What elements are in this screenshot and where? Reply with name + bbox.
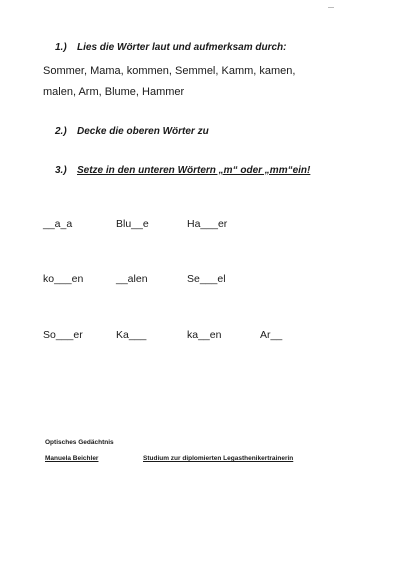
footer-course: Studium zur diplomierten Legasthenikertrainerin (143, 455, 294, 462)
gap-word: ko___en (43, 273, 84, 285)
gap-word: Ar__ (260, 329, 283, 341)
task-1-number: 1.) (55, 42, 67, 53)
gap-word: So___er (43, 329, 83, 341)
task-2-text: Decke die oberen Wörter zu (77, 126, 209, 137)
word-list-line-1: Sommer, Mama, kommen, Semmel, Kamm, kamen, (43, 65, 296, 77)
scan-artifact (328, 7, 334, 8)
task-3-number: 3.) (55, 165, 67, 176)
gap-word: __alen (116, 273, 148, 285)
gap-word: ka__en (187, 329, 222, 341)
gap-word: Blu__e (116, 218, 149, 230)
gap-word: Se___el (187, 273, 226, 285)
gap-word: __a_a (43, 218, 73, 230)
task-2-heading (55, 126, 209, 137)
word-list-line-2: malen, Arm, Blume, Hammer (43, 86, 185, 98)
task-1-heading (55, 42, 286, 53)
task-1-text: Lies die Wörter laut und aufmerksam durch: (77, 42, 287, 53)
task-2-number: 2.) (55, 126, 67, 137)
task-3-text: Setze in den unteren Wörtern „m“ oder „mm“ein! (77, 165, 311, 176)
task-3-heading (55, 165, 310, 176)
footer-author: Manuela Beichler (45, 455, 99, 462)
gap-word: Ka___ (116, 329, 147, 341)
word-list (43, 61, 295, 103)
gap-word: Ha___er (187, 218, 228, 230)
footer-subject: Optisches Gedächtnis (45, 439, 114, 446)
